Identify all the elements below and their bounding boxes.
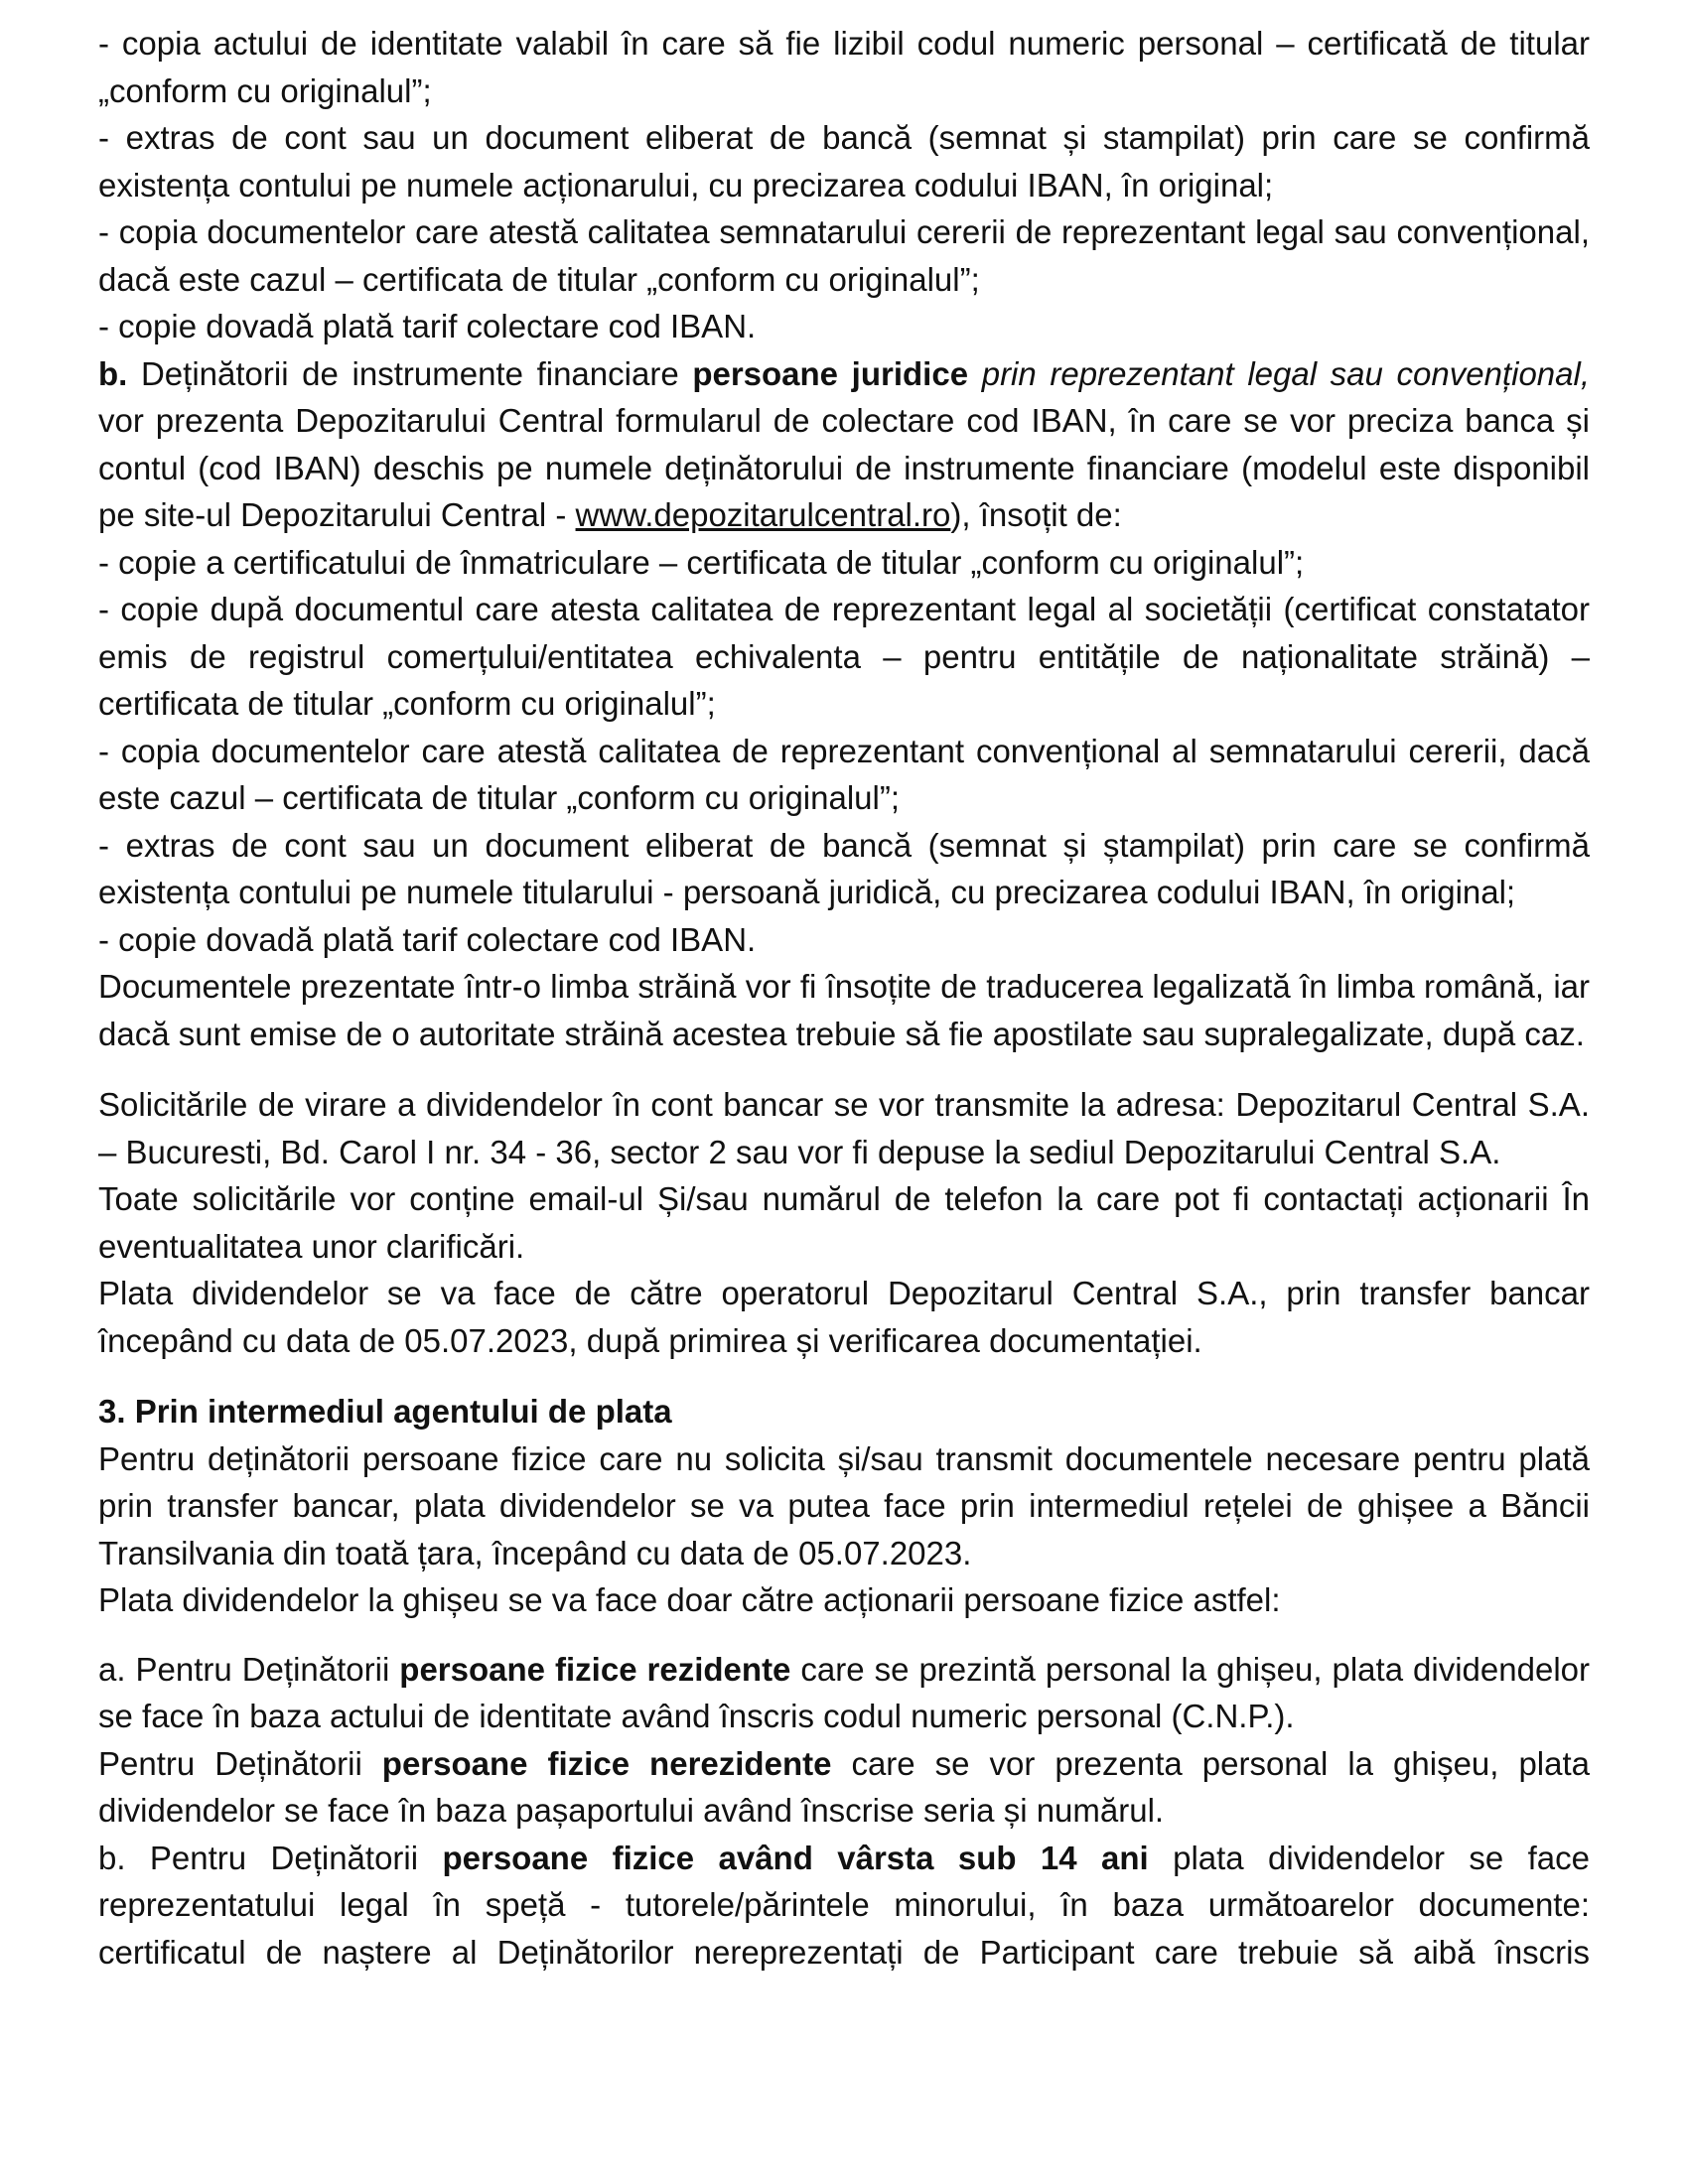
paragraph-registration-copy: - copie a certificatului de înmatriculare – certificata de titular „conform cu originalul”; — [98, 543, 1305, 581]
section-heading-payment-agent — [98, 1388, 1590, 1435]
paragraph-contact-info: Toate solicitările vor conține email-ul Și/sau numărul de telefon la care pot fi contactați acționarii În eventualitatea unor clarificări. — [98, 1180, 1590, 1265]
text-run: Pentru Deținătorii — [98, 1744, 382, 1782]
bold-run: persoane fizice nerezidente — [381, 1744, 832, 1782]
text-run — [968, 355, 982, 392]
italic-run: prin reprezentant legal sau convențional, — [981, 354, 1591, 392]
text-run: b. Pentru Deținătorii — [98, 1839, 443, 1876]
heading-text: 3. Prin intermediul agentului de plata — [98, 1393, 672, 1430]
paragraph-residents — [98, 1646, 1590, 1740]
paragraph-fee-proof-entity: - copie dovadă plată tarif colectare cod IBAN. — [98, 920, 757, 958]
paragraph-non-residents — [98, 1740, 1590, 1835]
document-page — [98, 20, 1590, 1976]
paragraph-fee-proof: - copie dovadă plată tarif colectare cod IBAN. — [98, 308, 757, 344]
paragraph-agent-network: Pentru deținătorii persoane fizice care nu solicita și/sau transmit documentele necesare pentru plată prin transfer bancar, plata dividendelor se va putea face prin intermediul rețelei de ghișee a Băncii Transilvania din toată țara, începând cu data de 05.07.2023. — [98, 1439, 1590, 1571]
paragraph-payment-date: Plata dividendelor se va face de către operatorul Depozitarul Central S.A., prin transfer bancar începând cu data de 05.07.2023, după primirea și verificarea documentației. — [98, 1275, 1590, 1359]
text-run: plata dividendelor se face reprezentatului legal în speță - tutorele/părintele minorului, în baza următoarelor documente: certificatul de naștere al Deținătorilor nereprezentați de Participant care trebuie să aibă înscris — [98, 1839, 1590, 1971]
paragraph-legal-entities — [98, 350, 1590, 539]
paragraph-legal-rep-copy: - copie după documentul care atesta calitatea de reprezentant legal al societății (certificat constatator emis de registrul comerțului/entitatea echivalenta – pentru entitățile de naționalitate străină) – certificata de titular „conform cu originalul”; — [98, 591, 1590, 722]
paragraph-bank-statement: - extras de cont sau un document eliberat de bancă (semnat și stampilat) prin care se confirmă existența contului pe numele acționarului, cu precizarea codului IBAN, în original; — [98, 119, 1590, 204]
bold-run: persoane fizice având vârsta sub 14 ani — [442, 1839, 1149, 1876]
paragraph-conventional-rep-copy: - copia documentelor care atestă calitatea de reprezentant convențional al semnatarului cererii, dacă este cazul – certificata de titular „conform cu originalul”; — [98, 732, 1590, 816]
item-label-b: b. — [98, 354, 128, 392]
paragraph-counter-payment: Plata dividendelor la ghișeu se va face doar către acționarii persoane fizice astfel: — [98, 1581, 1281, 1618]
text-run: care se vor prezenta personal la ghișeu, plata dividendelor se face în baza pașaportului având înscrise seria și numărul. — [98, 1744, 1591, 1829]
text-run: Deținătorii de instrumente financiare — [127, 354, 693, 392]
paragraph-signatory-docs: - copia documentelor care atestă calitatea semnatarului cererii de reprezentant legal sau convențional, dacă este cazul – certificata de titular „conform cu originalul”; — [98, 213, 1590, 298]
bold-run: persoane fizice rezidente — [399, 1650, 791, 1688]
paragraph-address: Solicitările de virare a dividendelor în cont bancar se vor transmite la adresa: Depozitarul Central S.A. – Bucuresti, Bd. Carol I nr. 34 - 36, sector 2 sau vor fi depuse la sediul Depozitarului Central S.A. — [98, 1086, 1590, 1170]
paragraph-translation-note: Documentele prezentate într-o limba străină vor fi însoțite de traducerea legalizată în limba română, iar dacă sunt emise de o autoritate străină acestea trebuie să fie apostilate sau supralegalizate, după caz. — [98, 968, 1590, 1052]
paragraph-minors — [98, 1835, 1590, 1977]
paragraph-id-copy: - copia actului de identitate valabil în care să fie lizibil codul numeric personal – certificată de titular „conform cu originalul”; — [98, 25, 1590, 109]
text-run: ), însoțit de: — [950, 496, 1122, 533]
text-run: care se prezintă personal la ghișeu, plata dividendelor se face în baza actului de identitate având înscris codul numeric personal (C.N.P.). — [98, 1650, 1590, 1734]
text-run: a. Pentru Deținătorii — [98, 1650, 400, 1688]
paragraph-bank-statement-entity: - extras de cont sau un document eliberat de bancă (semnat și ștampilat) prin care se confirmă existența contului pe numele titularului - persoană juridică, cu precizarea codului IBAN, în original; — [98, 826, 1590, 910]
website-link[interactable]: www.depozitarulcentral.ro — [575, 496, 951, 533]
bold-run: persoane juridice — [692, 354, 969, 392]
text-run: vor prezenta Depozitarului Central formularul de colectare cod IBAN, în care se vor preciza banca și contul (cod IBAN) deschis pe numele deținătorului de instrumente financiare (modelul este disponibil pe site-ul Depozitarului Central - — [98, 402, 1590, 533]
